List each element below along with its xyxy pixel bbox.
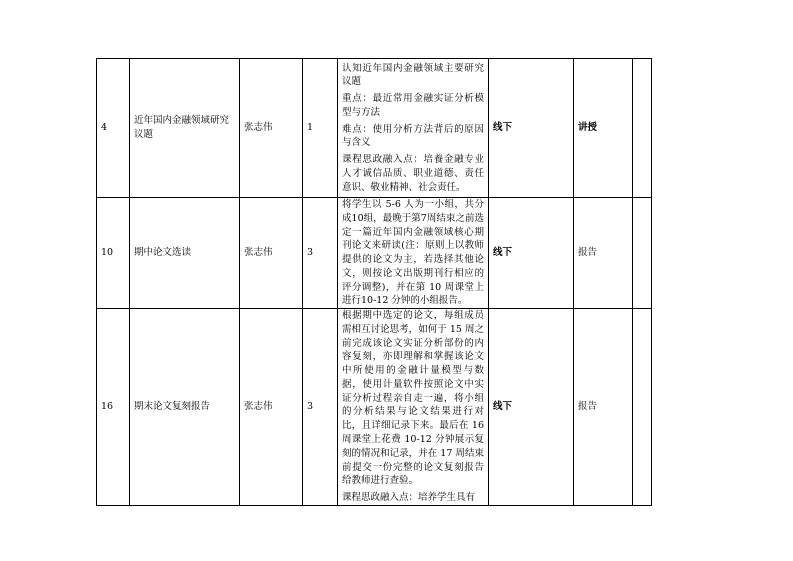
- topic-cell: 近年国内金融领域研究议题: [130, 59, 240, 198]
- method-cell: 讲授: [574, 59, 633, 198]
- teacher-cell: 张志伟: [240, 198, 303, 309]
- content-paragraph: 根据期中选定的论文，每组成员需相互讨论思考，如何于 15 周之前完成该论文实证分析部份的内容复刻，亦即理解和掌握该论文中所使用的金融计量模型与数据，使用计量软件按照论文中实证分析过程亲自走一遍，将小组的分析结果与论文结果进行对比，且详细记录下来。最后在 16 周课堂上花费 10-12 分钟展示复刻的情况和记录，并在 17 周结束前提交一份完整的论文复刻报告给教师进行查验。: [342, 310, 484, 487]
- content-paragraph: 将学生以 5-6 人为一小组，共分成10组，最晚于第7周结束之前选定一篇近年国内金融领域核心期刊论文来研读(注：原则上以教师提供的论文为主，若选择其他论文，则按论文出版期刊行相应的评分调整)，并在第 10 周课堂上进行10-12 分钟的小组报告。: [342, 199, 484, 307]
- hours-cell: 3: [303, 309, 338, 506]
- content-paragraph: 难点：使用分析方法背后的原因与含义: [342, 123, 484, 149]
- extra-cell: [633, 309, 652, 506]
- week-cell: 16: [97, 309, 130, 506]
- content-cell: [338, 59, 489, 198]
- mode-cell: 线下: [489, 198, 574, 309]
- content-cell: [338, 198, 489, 309]
- table-row: [97, 198, 652, 309]
- mode-cell: 线下: [489, 309, 574, 506]
- extra-cell: [633, 198, 652, 309]
- content-paragraph: 认知近年国内金融领域主要研究议题: [342, 62, 484, 88]
- hours-cell: 3: [303, 198, 338, 309]
- table-row: [97, 309, 652, 506]
- topic-cell: 期末论文复刻报告: [130, 309, 240, 506]
- content-cell: [338, 309, 489, 506]
- content-paragraph: 课程思政融入点：培養金融专业人才诚信品质、职业道德、责任意识、敬业精神、社会责任。: [342, 154, 484, 193]
- week-cell: 4: [97, 59, 130, 198]
- hours-cell: 1: [303, 59, 338, 198]
- week-cell: 10: [97, 198, 130, 309]
- mode-cell: 线下: [489, 59, 574, 198]
- extra-cell: [633, 59, 652, 198]
- teacher-cell: 张志伟: [240, 309, 303, 506]
- method-cell: 报告: [574, 309, 633, 506]
- course-schedule-table: [96, 58, 652, 506]
- teacher-cell: 张志伟: [240, 59, 303, 198]
- method-cell: 报告: [574, 198, 633, 309]
- topic-cell: 期中论文选读: [130, 198, 240, 309]
- content-paragraph: 课程思政融入点：培养学生具有: [342, 492, 476, 504]
- content-paragraph: 重点：最近常用金融实证分析模型与方法: [342, 93, 484, 118]
- table-row: [97, 59, 652, 198]
